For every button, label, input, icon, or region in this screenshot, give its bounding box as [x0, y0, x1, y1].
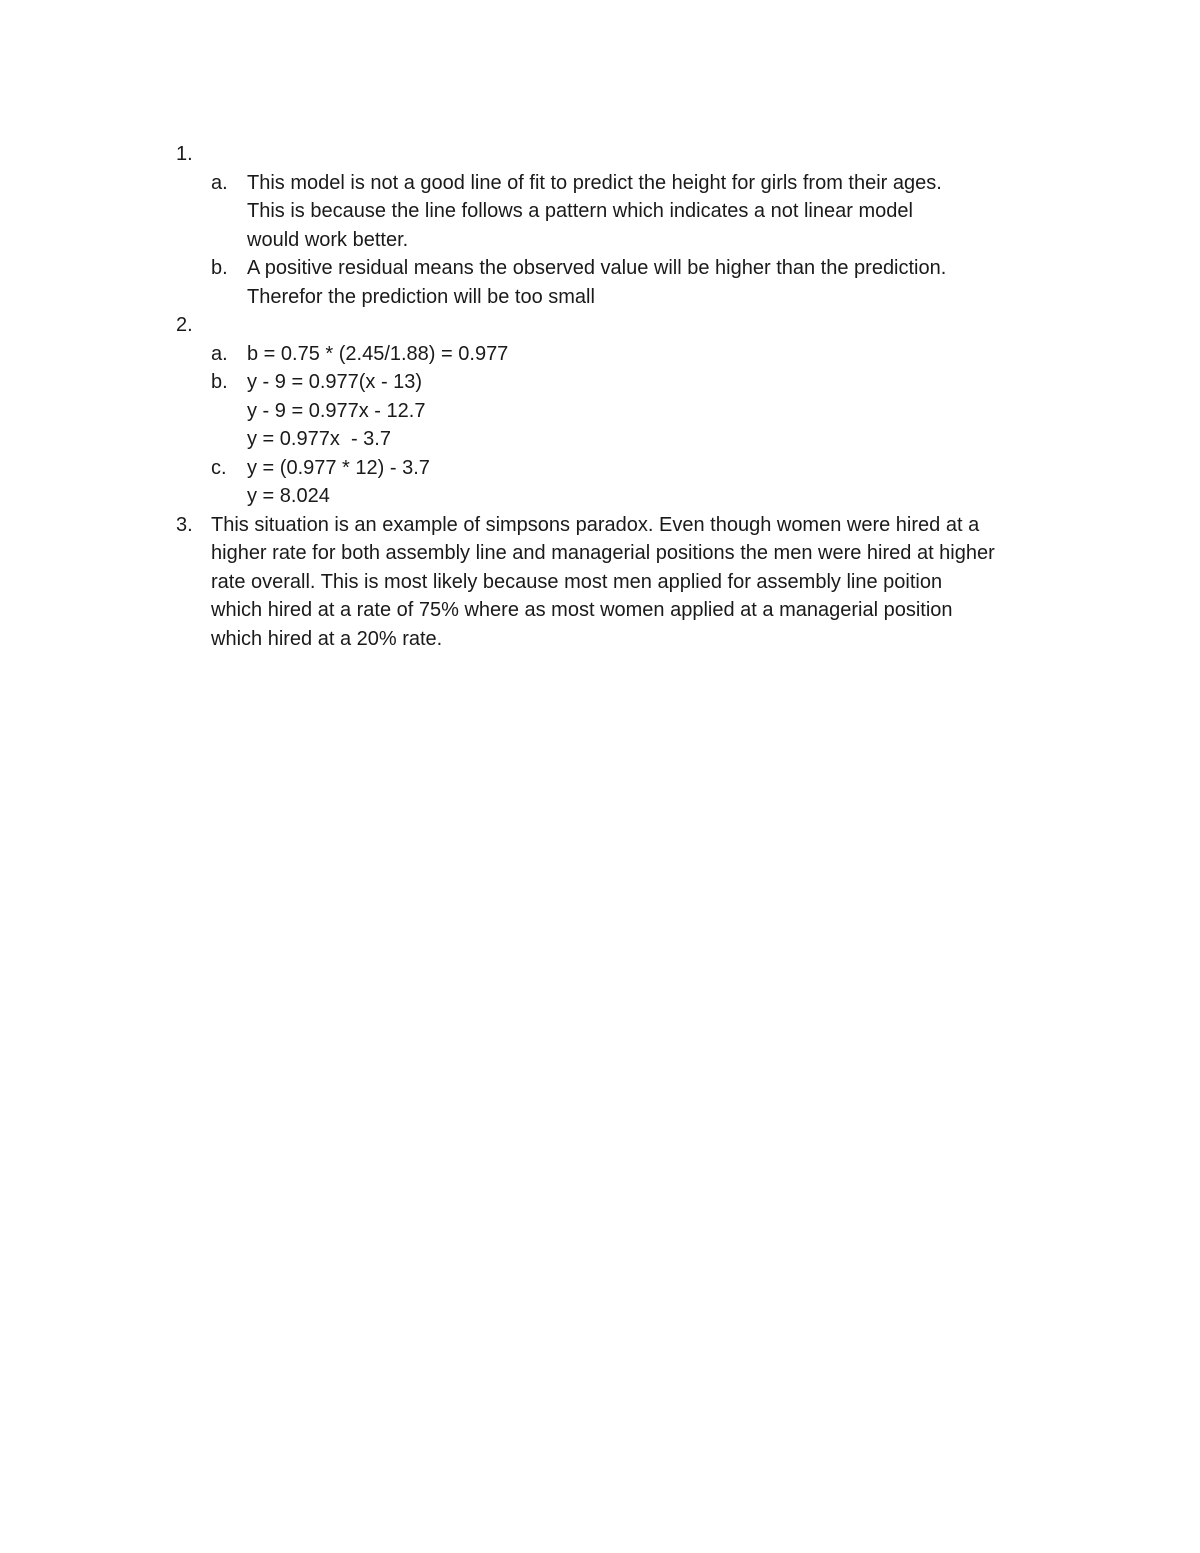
item-line: b = 0.75 * (2.45/1.88) = 0.977: [247, 342, 509, 365]
question-1-item-a: [176, 169, 1076, 255]
item-line: This model is not a good line of fit to predict the height for girls from their ages.: [247, 171, 942, 194]
item-line: A positive residual means the observed value will be higher than the prediction.: [247, 257, 947, 279]
question-2-item-a: [176, 340, 1076, 369]
question-text: [211, 311, 1076, 340]
item-line: y = 0.977x - 3.7: [247, 428, 391, 450]
question-line: which hired at a rate of 75% where as most women applied at a managerial position: [211, 599, 953, 621]
question-1-item-b: [176, 254, 1076, 311]
item-letter: b.: [211, 257, 228, 279]
item-letter: a.: [211, 171, 228, 194]
answer-list: [176, 140, 1076, 653]
item-line: y - 9 = 0.977(x - 13): [247, 371, 423, 393]
question-number: 1.: [176, 143, 193, 165]
question-2-item-b: [176, 368, 1076, 454]
question-2-item-c: [176, 454, 1076, 511]
question-3: [176, 511, 1076, 654]
item-line: y - 9 = 0.977x - 12.7: [247, 399, 426, 422]
item-letter: c.: [211, 456, 227, 479]
question-1: [176, 140, 1076, 169]
item-line: y = 8.024: [247, 485, 330, 507]
item-letter: b.: [211, 371, 228, 393]
question-number: 2.: [176, 314, 193, 336]
question-2: [176, 311, 1076, 340]
question-text: [211, 140, 1076, 169]
question-line: This situation is an example of simpsons paradox. Even though women were hired at a: [211, 513, 980, 536]
item-line: y = (0.977 * 12) - 3.7: [247, 456, 430, 479]
item-line: would work better.: [247, 228, 409, 251]
item-letter: a.: [211, 342, 228, 365]
question-line: higher rate for both assembly line and managerial positions the men were hired at higher: [211, 542, 995, 564]
question-line: rate overall. This is most likely because most men applied for assembly line poition: [211, 570, 943, 593]
item-line: Therefor the prediction will be too small: [247, 285, 595, 308]
question-line: which hired at a 20% rate.: [211, 627, 443, 650]
item-line: This is because the line follows a pattern which indicates a not linear model: [247, 200, 913, 222]
question-number: 3.: [176, 513, 193, 536]
